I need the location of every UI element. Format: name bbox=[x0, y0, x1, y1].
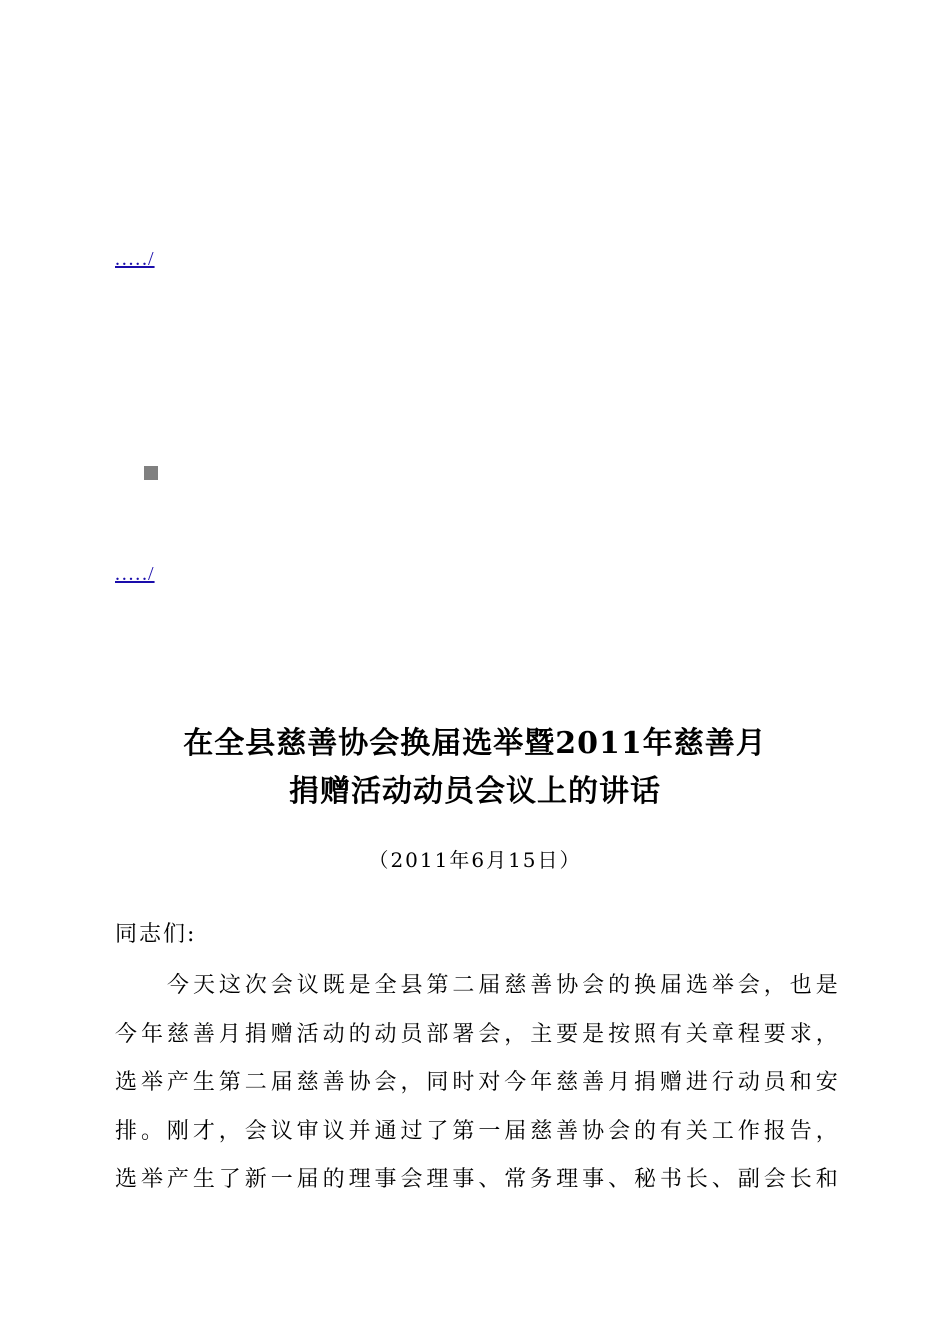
salutation: 同志们: bbox=[115, 922, 197, 947]
body-line: 选举产生第二届慈善协会，同时对今年慈善月捐赠进行动员和安 bbox=[115, 1070, 840, 1095]
document-date: （2011年6月15日） bbox=[368, 848, 582, 872]
body-line: 今天这次会议既是全县第二届慈善协会的换届选举会，也是 bbox=[167, 973, 840, 998]
body-line: 选举产生了新一届的理事会理事、常务理事、秘书长、副会长和 bbox=[115, 1167, 840, 1192]
document-title-line-2: 捐赠活动动员会议上的讲话 bbox=[289, 774, 661, 809]
body-paragraph bbox=[115, 962, 840, 1205]
dots-link-bottom[interactable]: .…./ bbox=[115, 563, 155, 585]
dots-link-top[interactable]: .…./ bbox=[115, 248, 155, 270]
body-line: 排。刚才，会议审议并通过了第一届慈善协会的有关工作报告， bbox=[115, 1118, 840, 1144]
square-bullet-icon bbox=[144, 466, 158, 480]
body-line: 今年慈善月捐赠活动的动员部署会，主要是按照有关章程要求， bbox=[115, 1021, 840, 1047]
document-title-line-1: 在全县慈善协会换届选举暨2011年慈善月 bbox=[183, 726, 767, 761]
